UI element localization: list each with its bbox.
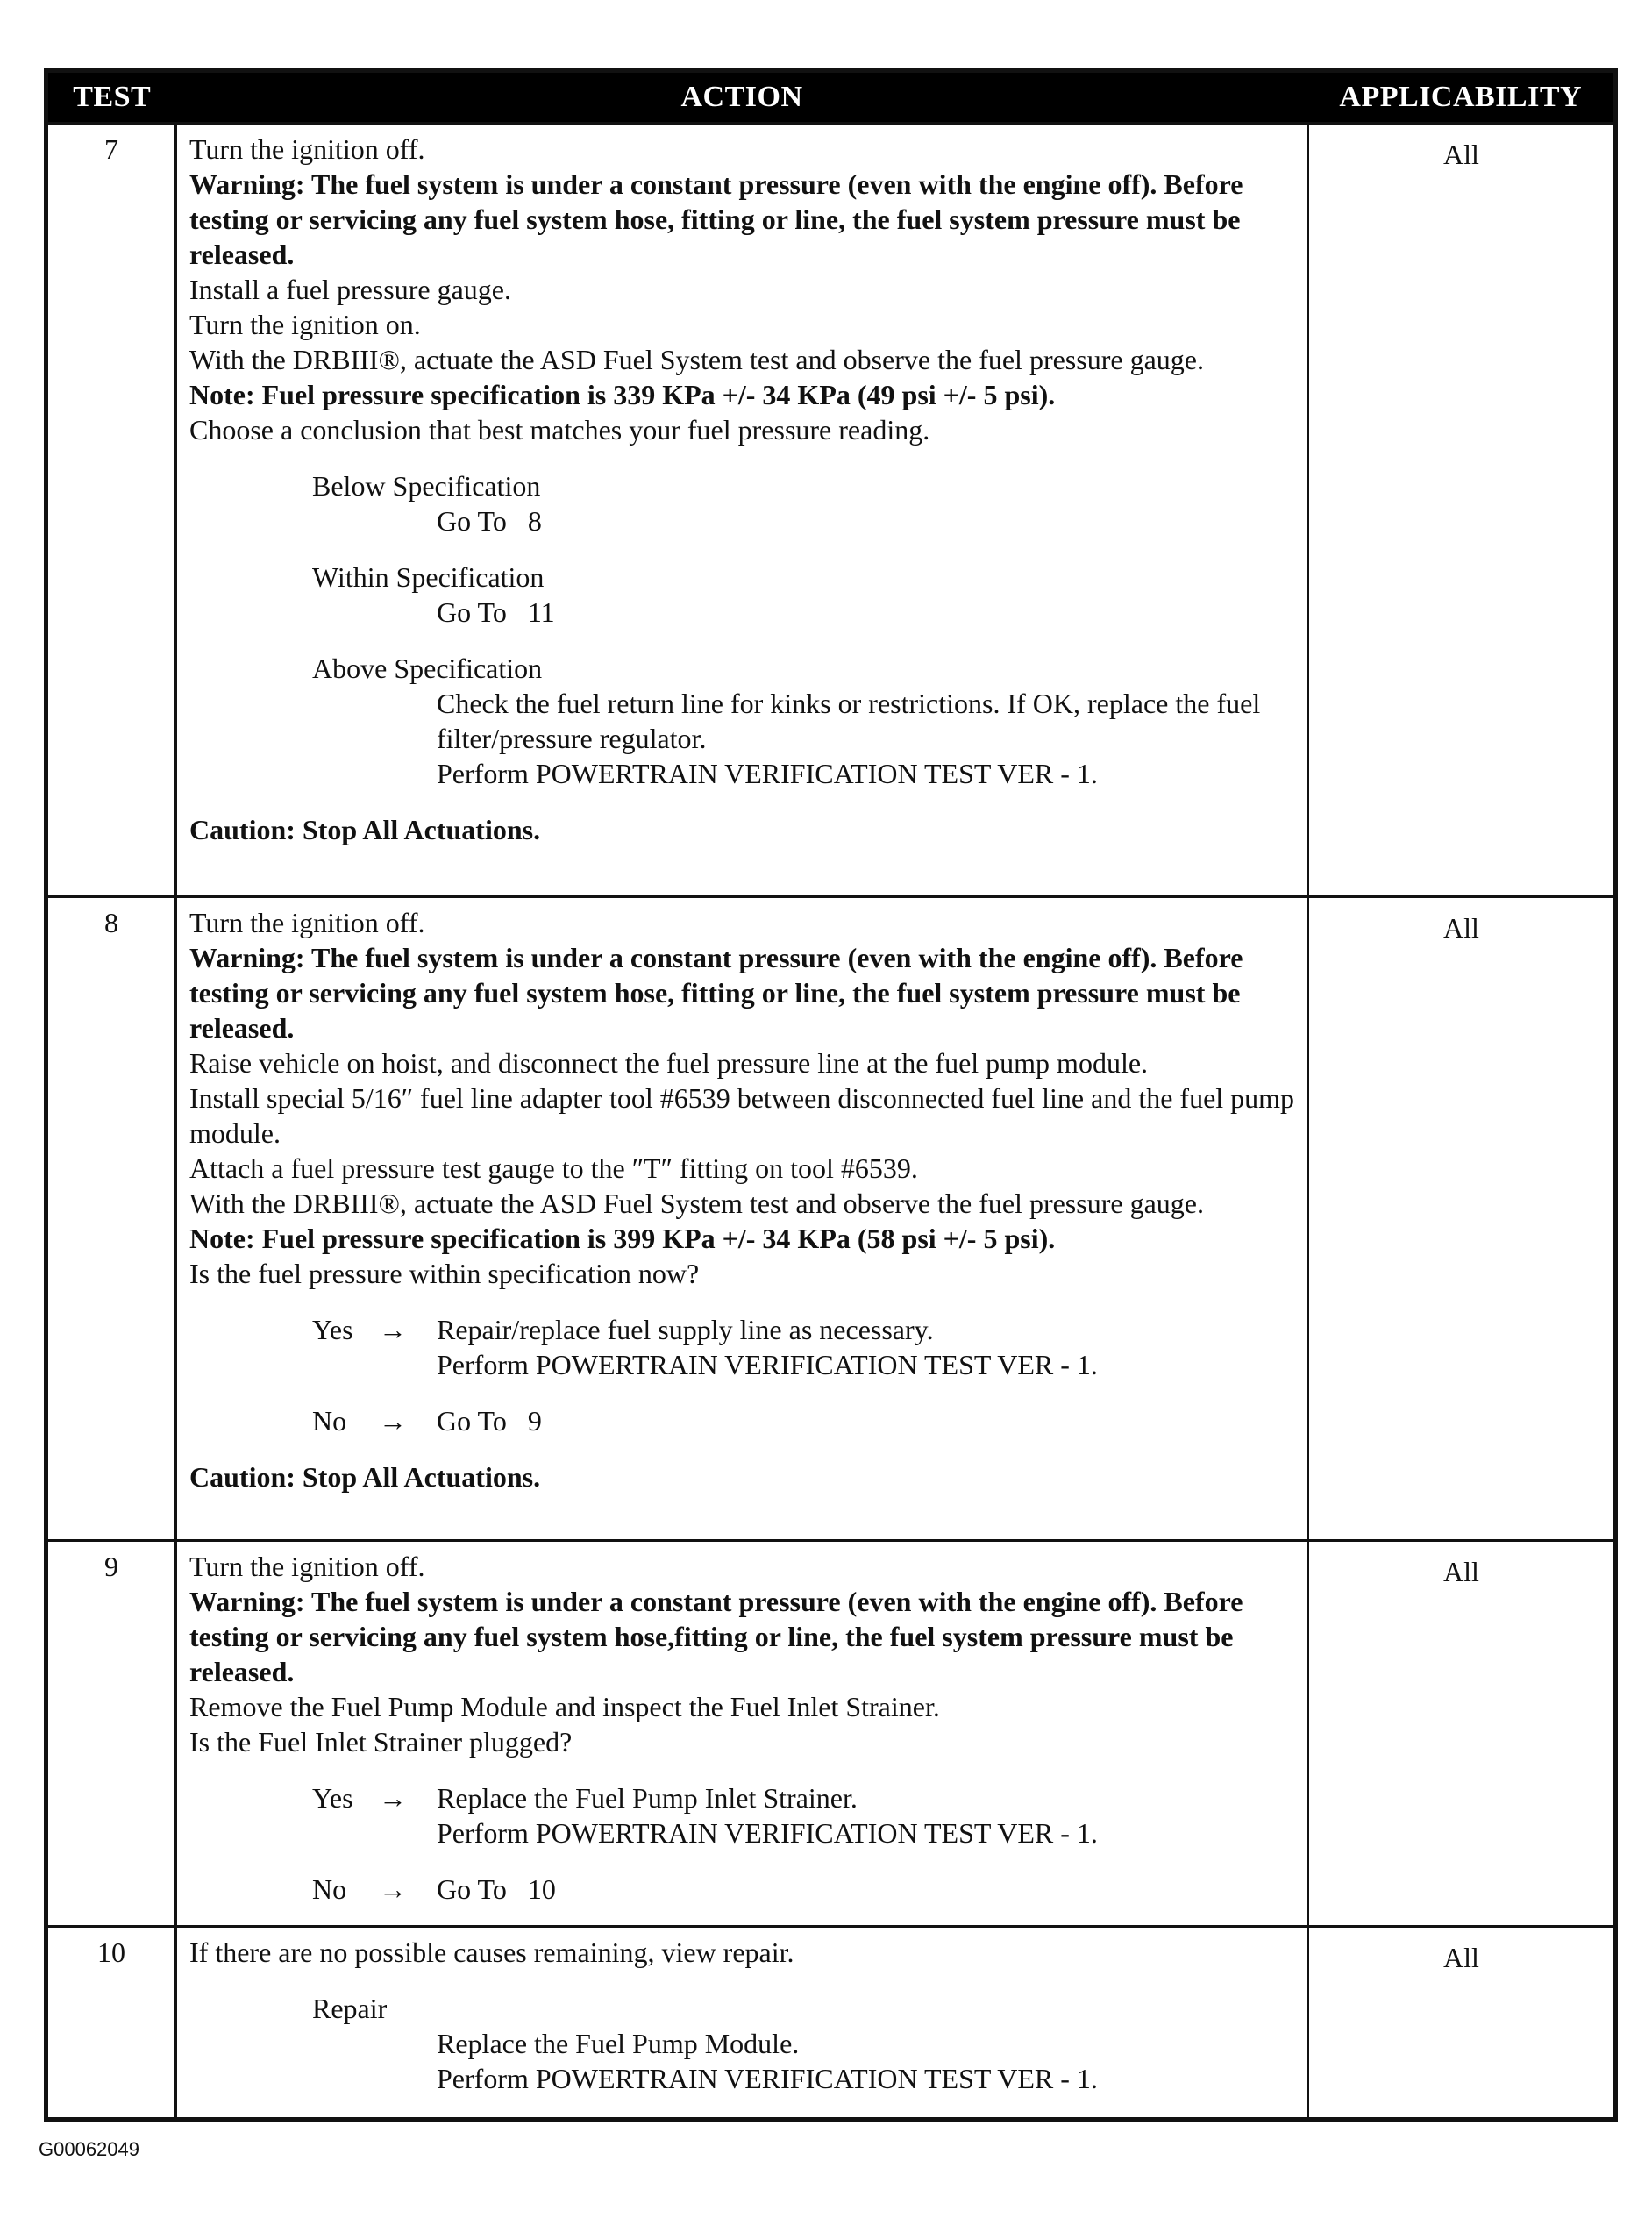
arrow-icon: → [379,1873,407,1905]
yes-label: Yes [312,1782,353,1814]
action-cell [176,1541,1308,1927]
action-line: With the DRBIII®, actuate the ASD Fuel System test and observe the fuel pressure gauge. [189,344,1204,375]
action-cell [176,897,1308,1541]
action-line: If there are no possible causes remaining, view repair. [189,1936,794,1968]
yes-result: Perform POWERTRAIN VERIFICATION TEST VER - 1. [437,1349,1098,1380]
no-branch [189,1403,1296,1438]
option-label: Within Specification [312,561,545,593]
repair-label: Repair [312,1993,388,2024]
header-action: ACTION [176,71,1308,124]
yes-branch [189,1312,1296,1382]
applicability-value: All [1308,897,1616,1541]
arrow-icon: → [379,1782,407,1814]
action-cell [176,124,1308,897]
yes-branch [189,1780,1296,1851]
diagnostic-test-table [44,68,1618,2122]
warning-text: Warning: The fuel system is under a constant pressure (even with the engine off). Before testing or servicing any fuel system hose,fitting or line, the fuel system pressure must be released. [189,1586,1243,1687]
no-label: No [312,1873,347,1905]
yes-result: Replace the Fuel Pump Inlet Strainer. [437,1782,858,1814]
table-header [46,71,1616,124]
test-number: 7 [46,124,176,897]
option-label: Below Specification [312,470,541,502]
option-result: Perform POWERTRAIN VERIFICATION TEST VER - 1. [437,758,1098,789]
warning-text: Warning: The fuel system is under a constant pressure (even with the engine off). Before testing or servicing any fuel system hose, fitting or line, the fuel system pressure must be released. [189,168,1243,270]
yes-result: Perform POWERTRAIN VERIFICATION TEST VER - 1. [437,1817,1098,1849]
table-row [46,124,1616,897]
warning-text: Warning: The fuel system is under a constant pressure (even with the engine off). Before testing or servicing any fuel system hose, fitting or line, the fuel system pressure must be released. [189,942,1243,1044]
action-cell [176,1927,1308,2120]
table-row [46,1927,1616,2120]
arrow-icon: → [379,1405,407,1437]
arrow-icon: → [379,1314,407,1345]
action-line: Install a fuel pressure gauge. [189,274,511,305]
action-line: Turn the ignition on. [189,309,421,340]
option-label: Above Specification [312,653,543,684]
repair-result: Perform POWERTRAIN VERIFICATION TEST VER - 1. [437,2063,1098,2094]
table-row [46,1541,1616,1927]
note-text: Note: Fuel pressure specification is 399 KPa +/- 34 KPa (58 psi +/- 5 psi). [189,1223,1056,1254]
note-text: Note: Fuel pressure specification is 339 KPa +/- 34 KPa (49 psi +/- 5 psi). [189,379,1056,410]
action-line: Choose a conclusion that best matches your fuel pressure reading. [189,414,930,446]
option-result: Check the fuel return line for kinks or restrictions. If OK, replace the fuel filter/pressure regulator. [437,688,1261,754]
applicability-value: All [1308,1541,1616,1927]
action-line: Install special 5/16″ fuel line adapter tool #6539 between disconnected fuel line and the fuel pump module. [189,1082,1295,1149]
applicability-value: All [1308,124,1616,897]
action-line: Turn the ignition off. [189,907,425,938]
no-result: Go To 9 [437,1405,542,1437]
action-line: Attach a fuel pressure test gauge to the ″T″ fitting on tool #6539. [189,1152,918,1184]
action-line: Is the fuel pressure within specification now? [189,1258,700,1289]
action-line: Remove the Fuel Pump Module and inspect the Fuel Inlet Strainer. [189,1691,940,1722]
repair-result: Replace the Fuel Pump Module. [437,2028,800,2059]
no-result: Go To 10 [437,1873,556,1905]
caution-text: Caution: Stop All Actuations. [189,1461,541,1493]
table-row [46,897,1616,1541]
action-line: Raise vehicle on hoist, and disconnect the fuel pressure line at the fuel pump module. [189,1047,1149,1079]
option-result: Go To 11 [437,596,555,628]
test-number: 10 [46,1927,176,2120]
figure-id: G00062049 [39,2138,139,2160]
action-line: Is the Fuel Inlet Strainer plugged? [189,1726,573,1758]
yes-result: Repair/replace fuel supply line as necessary. [437,1314,934,1345]
applicability-value: All [1308,1927,1616,2120]
header-test: TEST [46,71,176,124]
test-number: 9 [46,1541,176,1927]
yes-label: Yes [312,1314,353,1345]
option-result: Go To 8 [437,505,542,537]
test-number: 8 [46,897,176,1541]
action-line: Turn the ignition off. [189,133,425,165]
no-branch [189,1872,1296,1907]
caution-text: Caution: Stop All Actuations. [189,814,541,845]
action-line: With the DRBIII®, actuate the ASD Fuel System test and observe the fuel pressure gauge. [189,1187,1204,1219]
action-line: Turn the ignition off. [189,1551,425,1582]
header-applicability: APPLICABILITY [1308,71,1616,124]
no-label: No [312,1405,347,1437]
